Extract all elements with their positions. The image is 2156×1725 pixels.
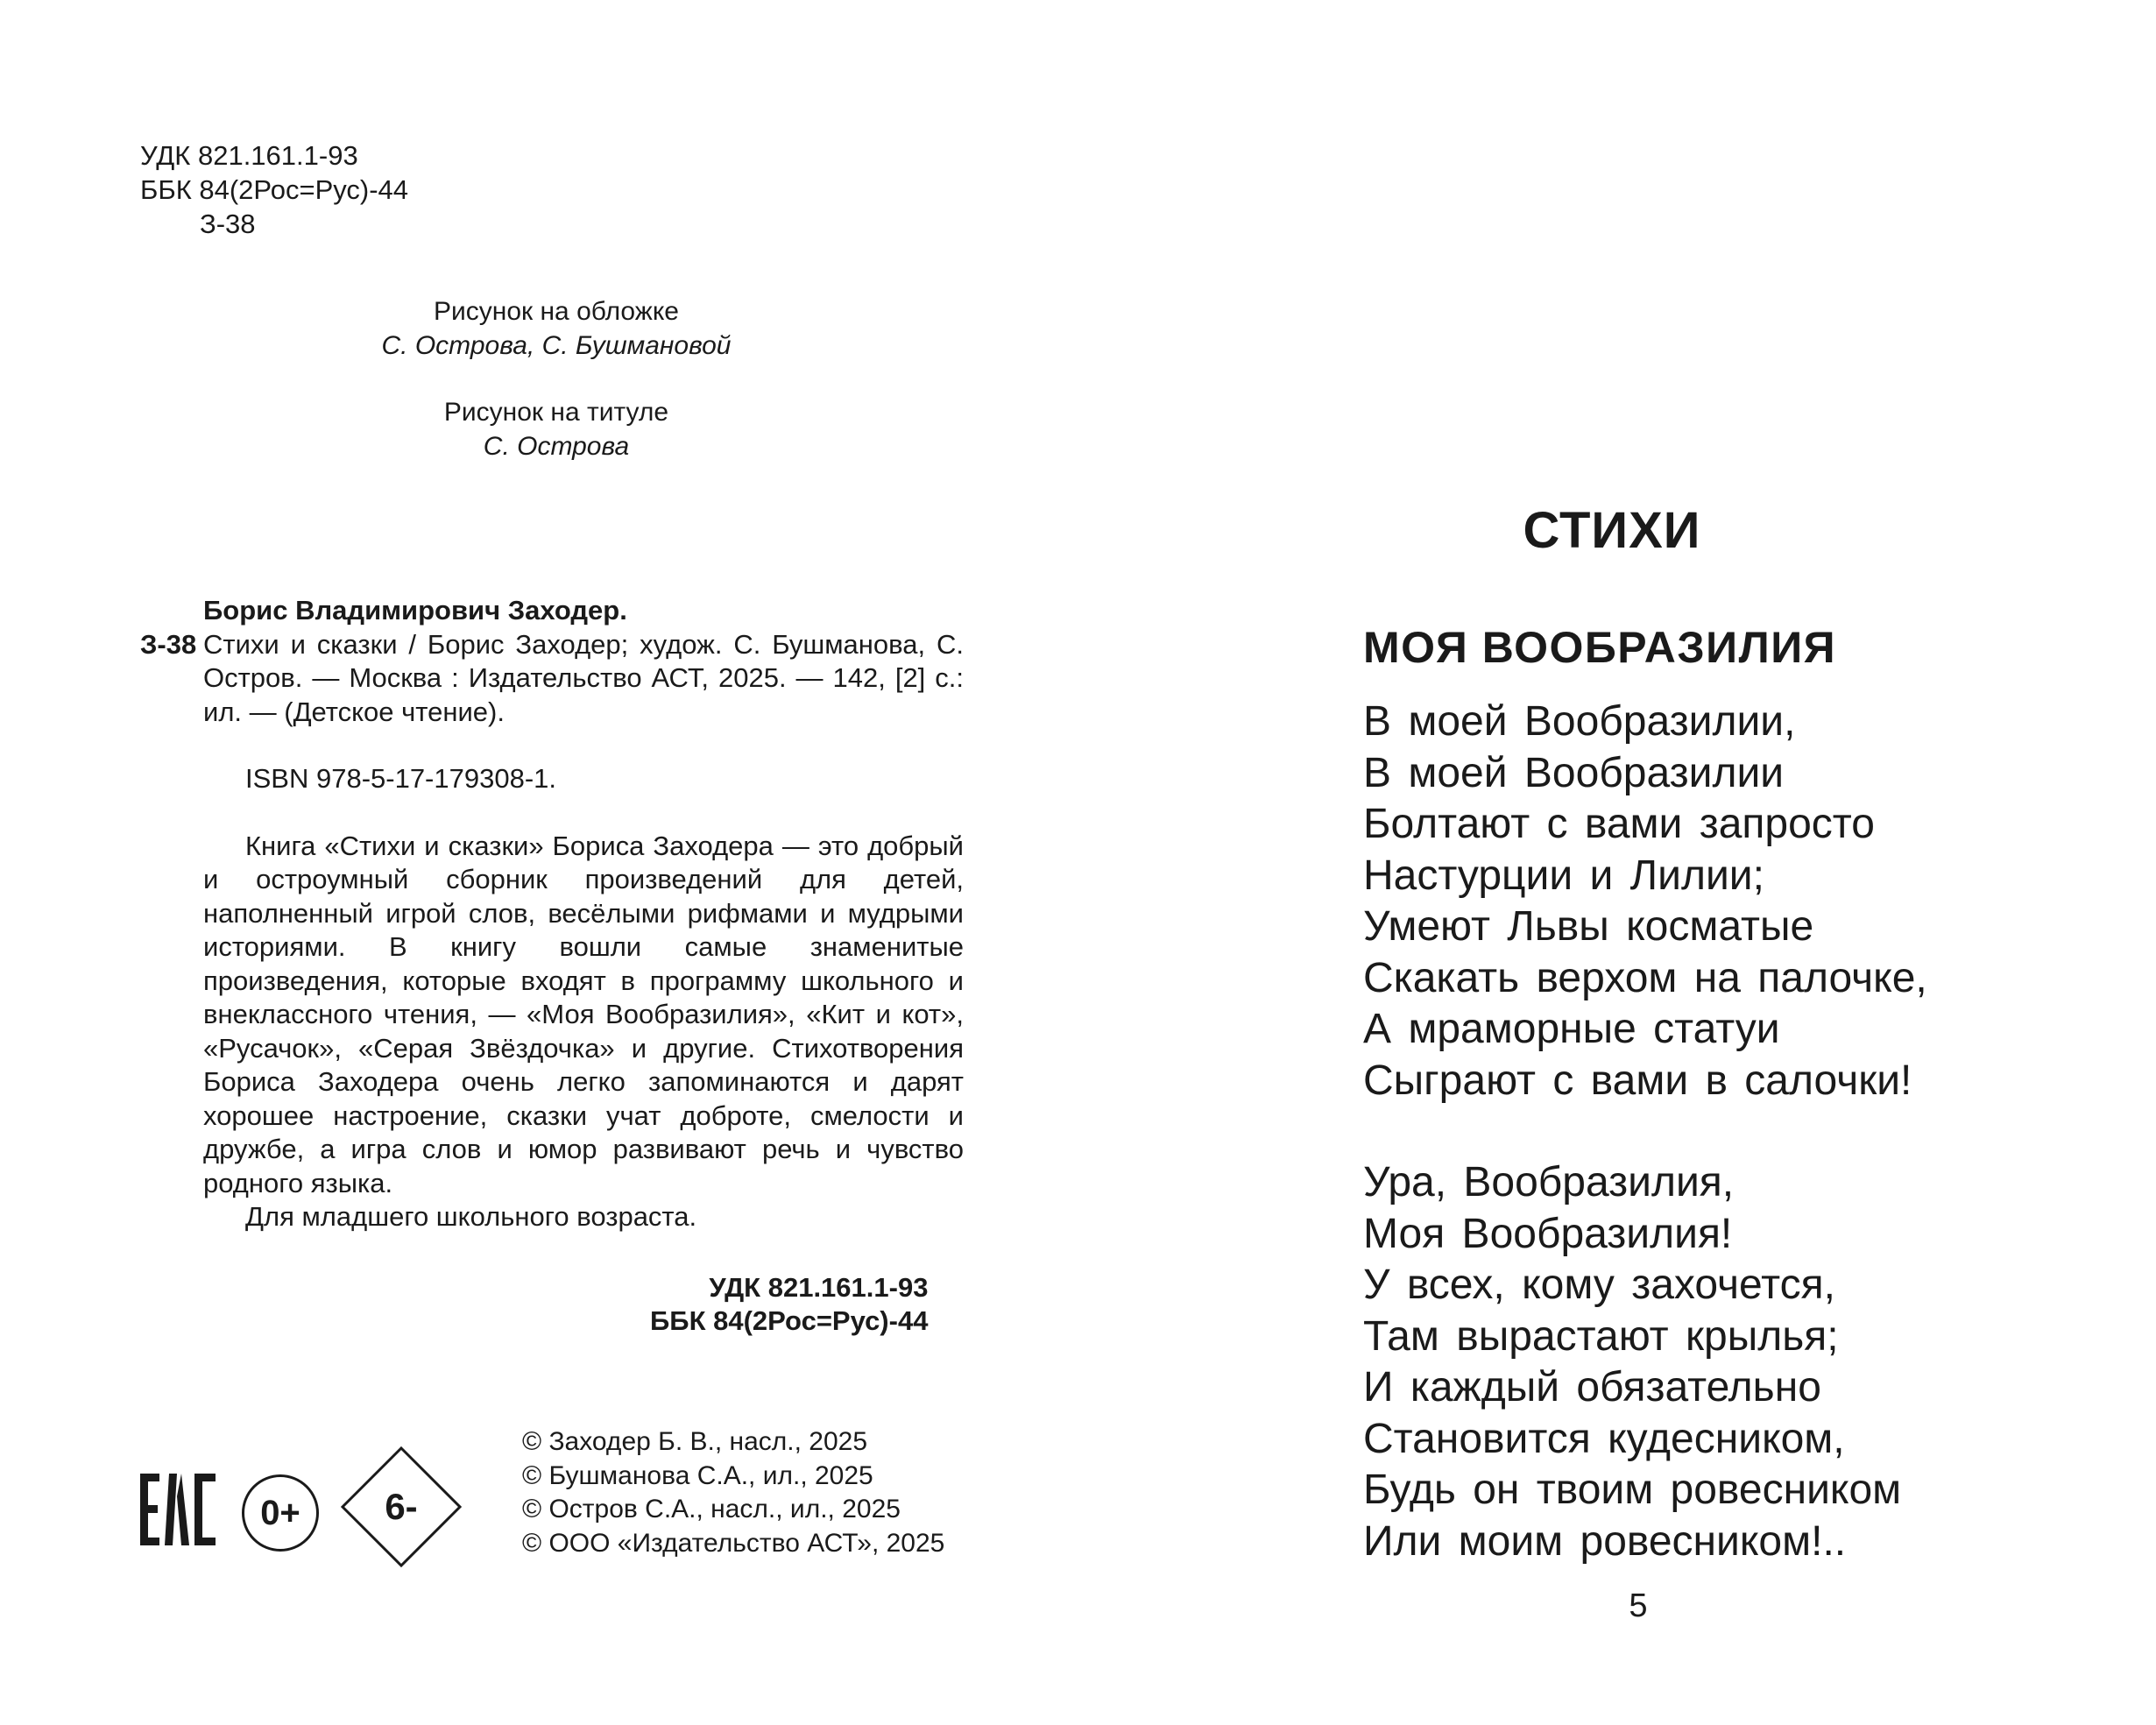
copyright-line: © Заходер Б. В., насл., 2025 [522,1427,868,1456]
biblio-code: З-38 [140,628,197,660]
poem-line: А мраморные статуи [1363,1006,1780,1052]
poem-line: Сыграют с вами в салочки! [1363,1057,1912,1104]
poem-line: Там вырастают крылья; [1363,1312,1839,1360]
copyright-line: © Бушманова С.А., ил., 2025 [522,1460,873,1490]
biblio-codes-bottom [650,1271,928,1338]
poem-line: У всех, кому захочется, [1363,1262,1835,1308]
poem-line: Будь он твоим ровесником [1363,1467,1902,1513]
biblio-author: Борис Владимирович Заходер. [203,595,627,626]
copyright-line: © ООО «Издательство АСТ», 2025 [522,1528,945,1558]
poem-line: Моя Вообразилия! [1363,1210,1733,1257]
biblio-udk: УДК 821.161.1-93 [709,1272,929,1303]
bibliographic-record [140,594,964,1234]
poem-line: И каждый обязательно [1363,1364,1821,1410]
poem-title: МОЯ ВООБРАЗИЛИЯ [1363,623,1837,672]
title-credit [293,395,819,463]
cover-credit [293,294,819,363]
copyright-line: © Остров С.А., насл., ил., 2025 [522,1495,901,1524]
bbk-code: ББК 84(2Рос=Рус)-44 [140,174,409,205]
isbn: ISBN 978-5-17-179308-1. [245,763,557,794]
section-title: СТИХИ [1523,502,1701,559]
poem-line: Скакать верхом на палочке, [1363,954,1927,1001]
poem-line: Умеют Львы косматые [1363,903,1814,950]
poem-line: Настурции и Лилии; [1363,852,1764,899]
poem-line: Или моим ровесником!.. [1363,1517,1847,1565]
classification-codes [140,138,408,241]
poem-line: Становится кудесником, [1363,1415,1845,1462]
stanza-2 [1363,1157,1927,1567]
biblio-bbk: ББК 84(2Рос=Рус)-44 [650,1305,929,1336]
age-diamond-label: 6- [385,1486,418,1527]
stanza-1 [1363,696,1927,1106]
certification-marks [138,1446,471,1568]
title-credit-artist: С. Острова [483,432,630,461]
age-audience: Для младшего школьного возраста. [245,1201,697,1232]
poem-line: В моей Вообразилии, [1363,698,1796,745]
cover-credit-label: Рисунок на обложке [434,297,679,326]
poem-line: В моей Вообразилии [1363,749,1785,796]
poem-line: Ура, Вообразилия, [1363,1159,1735,1205]
poem-text [1363,696,1927,1567]
udk-code: УДК 821.161.1-93 [140,140,358,171]
age-rating-badge: 0+ [242,1474,319,1552]
biblio-entry: Стихи и сказки / Борис Заходер; худож. С. Бушманова, С. Остров. — Москва : Издательство АСТ, 2025. — 142, [2] с.: ил. — (Детское чтение). [203,628,964,727]
poem-line: Болтают с вами запросто [1363,801,1875,847]
annotation: Книга «Стихи и сказки» Бориса Заходера — это добрый и остроумный сборник произведений для детей, наполненный игрой слов, весёлыми рифмами и мудрыми историями. В книгу вошли самые знаменитые произведения, которые входят в программу школьного и внеклассного чтения, — «Моя Вообразилия», «Кит и кот», «Русачок», «Серая Звёздочка» и другие. Стихотворения Бориса Заходера очень легко запоминаются и дарят хорошее настроение, сказки учат доброте, смелости и дружбе, а игра слов и юмор развивают речь и чувство родного языка. [203,830,964,1198]
title-credit-label: Рисунок на титуле [443,398,669,427]
eac-logo-icon [138,1470,217,1549]
cover-credit-artists: С. Острова, С. Бушмановой [381,331,732,360]
copyright-block [522,1425,944,1560]
page-number: 5 [1629,1587,1648,1624]
author-mark: З-38 [200,209,256,239]
